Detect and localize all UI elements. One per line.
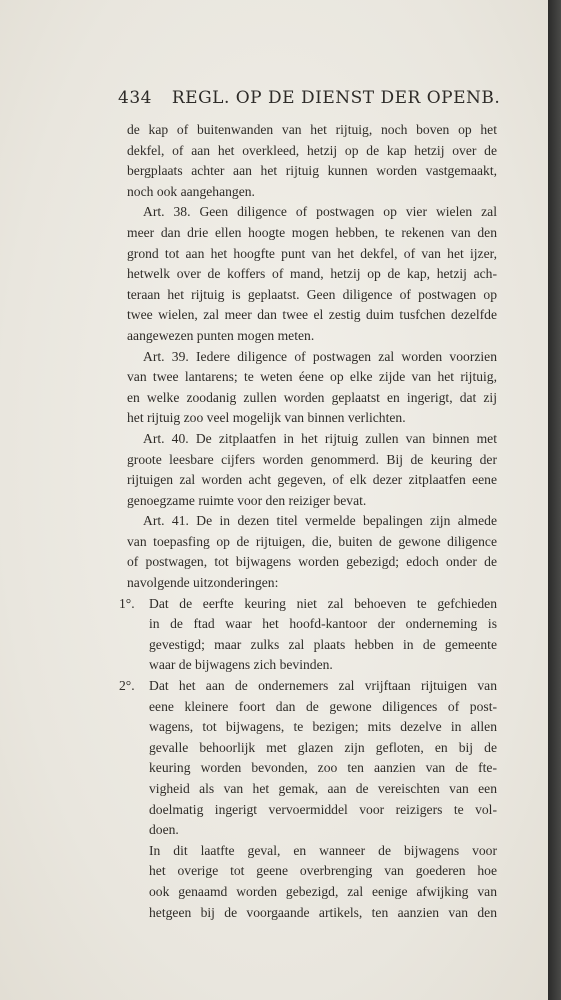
exception-item-2 [119, 676, 497, 841]
item-line: gevalle behoorlijk met glazen zijn gefloten, en bij de [149, 739, 497, 755]
text-line: navolgende uitzonderingen: [127, 575, 279, 591]
running-title: REGL. OP DE DIENST DER OPENB. [171, 88, 501, 108]
text-line: meer dan drie ellen hoogte mogen hebben, te rekenen van den [127, 224, 497, 240]
closing-paragraph-start: In dit laatfte geval, en wanneer de bijwagens voor [149, 842, 497, 858]
article-41-start: Art. 41. De in dezen titel vermelde bepalingen zijn almede [143, 513, 497, 529]
item-line: doelmatig ingerigt vervoermiddel voor reizigers te vol- [149, 801, 497, 817]
item-line: eene kleinere foort dan de gewone diligences of post- [149, 698, 497, 714]
book-spine-shadow [548, 0, 561, 1000]
item-line: wagens, tot bijwagens, te bezigen; mits dezelve in allen [149, 719, 497, 735]
running-header [118, 88, 501, 108]
text-line: rijtuigen zal worden acht gegeven, of elk dezer zitplaatfen eene [127, 472, 497, 488]
item-line: Dat het aan de ondernemers zal vrijftaan rijtuigen van [149, 678, 497, 694]
item-number: 1°. [119, 595, 135, 611]
item-line: keuring worden bevonden, zoo ten aanzien van de fte- [149, 760, 497, 776]
text-line: genoegzame ruimte voor den reiziger bevat. [127, 492, 367, 508]
item-line: vigheid als van het gemak, aan de vereischten van een [149, 781, 497, 796]
item-line: in de ftad waar het hoofd-kantoor der onderneming is [149, 616, 497, 632]
text-line: grond tot aan het hoogfte punt van het dekfel, of van het ijzer, [127, 245, 497, 261]
text-line: van toepasfing op de rijtuigen, die, buiten de gewone diligence [127, 533, 497, 549]
body-text [119, 120, 497, 923]
text-line: het overige tot geene overbrenging van goederen hoe [149, 863, 497, 879]
text-line: de kap of buitenwanden van het rijtuig, noch boven op het [127, 122, 497, 137]
text-line: noch ook aangehangen. [127, 183, 255, 199]
text-line: het rijtuig zoo veel mogelijk van binnen verlichten. [127, 410, 406, 426]
item-number: 2°. [119, 678, 135, 694]
text-line: bergplaats achter aan het rijtuig kunnen worden vastgemaakt, [127, 163, 497, 179]
text-line: teraan het rijtuig is geplaatst. Geen diligence of postwagen op [127, 286, 497, 302]
exception-item-1 [119, 594, 497, 676]
item-line: doen. [149, 822, 179, 838]
text-line: ook genaamd worden gebezigd, zal eenige afwijking van [149, 883, 497, 899]
text-line: groote leesbare cijfers worden genommerd. Bij de keuring der [127, 451, 497, 467]
article-40-start: Art. 40. De zitplaatfen in het rijtuig zullen van binnen met [143, 430, 497, 446]
item-line: gevestigd; maar zulks zal plaats hebben in de gemeente [149, 636, 497, 652]
text-line: en welke zoodanig zullen worden geplaatst en ingerigt, dat zij [127, 389, 497, 405]
text-line: van twee lantarens; te weten éene op elke zijde van het rijtuig, [127, 369, 497, 385]
item-line: waar de bijwagens zich bevinden. [149, 657, 333, 673]
text-line: of postwagen, tot bijwagens worden gebezigd; edoch onder de [127, 554, 497, 570]
text-line: hetwelk over de koffers of mand, hetzij op de kap, hetzij ach- [127, 266, 497, 282]
text-line: dekfel, of aan het overkleed, hetzij op de kap hetzij over de [127, 142, 497, 158]
article-38-start: Art. 38. Geen diligence of postwagen op vier wielen zal [143, 204, 497, 220]
page-number: 434 [118, 88, 152, 108]
text-line: twee wielen, zal meer dan twee el zestig duim tusfchen dezelfde [127, 307, 497, 323]
text-line: aangewezen punten mogen meten. [127, 327, 315, 343]
text-line: hetgeen bij de voorgaande artikels, ten aanzien van den [149, 904, 497, 920]
article-39-start: Art. 39. Iedere diligence of postwagen zal worden voorzien [143, 348, 497, 364]
item-line: Dat de eerfte keuring niet zal behoeven te gefchieden [149, 595, 497, 611]
